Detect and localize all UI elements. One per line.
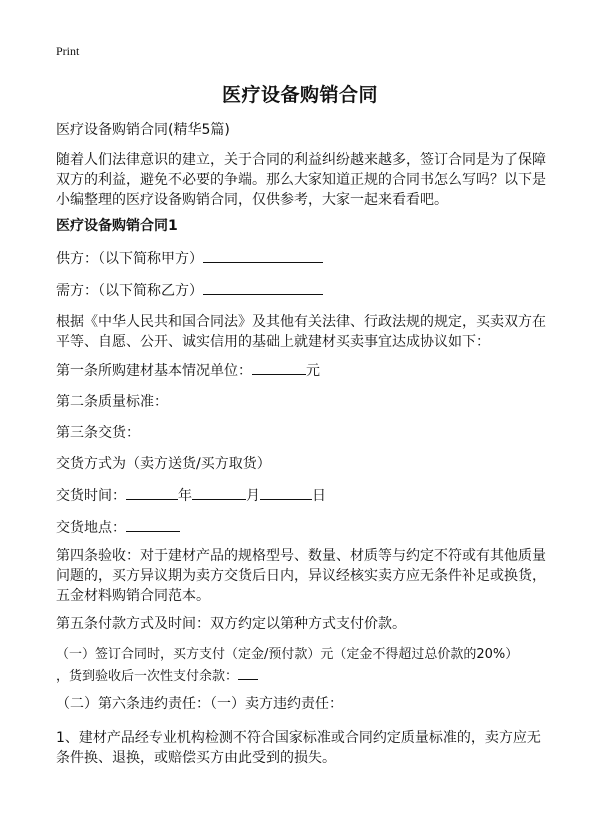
article5-line: 第五条付款方式及时间：双方约定以第种方式支付价款。 [56, 616, 406, 632]
day-label: 日 [312, 488, 326, 504]
delivery-place-line [56, 517, 552, 538]
year-label: 年 [178, 488, 192, 504]
article1-unit: 元 [306, 363, 320, 379]
day-blank [260, 485, 312, 500]
article1-line [56, 360, 552, 381]
supplier-blank [203, 248, 323, 263]
article6-line: （二）第六条违约责任：（一）卖方违约责任： [56, 696, 343, 712]
document-subtitle: 医疗设备购销合同(精华5篇) [56, 122, 230, 138]
buyer-blank [203, 280, 323, 295]
month-label: 月 [246, 488, 260, 504]
payment1-blank [238, 665, 258, 680]
section-heading: 医疗设备购销合同1 [56, 218, 178, 234]
payment1-line1: （一）签订合同时，买方支付（定金/预付款）元（定金不得超过总价款的20%） [56, 647, 519, 662]
document-title: 医疗设备购销合同 [221, 84, 378, 106]
article4-paragraph: 第四条验收：对于建材产品的规格型号、数量、材质等与约定不符或有其他质量问题的，买方异议期为卖方交货后日内，异议经核实卖方应无条件补足或换货，五金材料购销合同范本。 [56, 548, 546, 604]
supplier-line [56, 248, 552, 269]
delivery-time-line [56, 485, 552, 506]
delivery-method-line: 交货方式为（卖方送货/买方取货） [56, 456, 271, 472]
article2-line: 第二条质量标准： [56, 394, 168, 410]
delivery-time-label: 交货时间： [56, 488, 126, 504]
buyer-label: 需方：（以下简称乙方） [56, 283, 203, 299]
payment1-line2 [56, 665, 552, 687]
year-blank [126, 485, 178, 500]
supplier-label: 供方：（以下简称甲方） [56, 251, 203, 267]
legal-basis-paragraph: 根据《中华人民共和国合同法》及其他有关法律、行政法规的规定，买卖双方在平等、自愿、公开、诚实信用的基础上就建材买卖事宜达成协议如下： [56, 314, 546, 350]
intro-paragraph: 随着人们法律意识的建立，关于合同的利益纠纷越来越多，签订合同是为了保障双方的利益，避免不必要的争端。那么大家知道正规的合同书怎么写吗？以下是小编整理的医疗设备购销合同，仅供参考，大家一起来看看吧。 [56, 152, 546, 208]
print-link[interactable]: Print [56, 44, 80, 58]
article1-label: 第一条所购建材基本情况单位： [56, 363, 252, 379]
delivery-place-blank [126, 517, 180, 532]
article3-line: 第三条交货： [56, 425, 140, 441]
buyer-line [56, 280, 552, 301]
article1-blank [252, 360, 306, 375]
breach1-paragraph: 1、建材产品经专业机构检测不符合国家标准或合同约定质量标准的，卖方应无条件换、退换，或赔偿买方由此受到的损失。 [56, 730, 541, 766]
month-blank [192, 485, 246, 500]
delivery-place-label: 交货地点： [56, 520, 126, 536]
payment1-label: ，货到验收后一次性支付余款： [56, 669, 239, 684]
